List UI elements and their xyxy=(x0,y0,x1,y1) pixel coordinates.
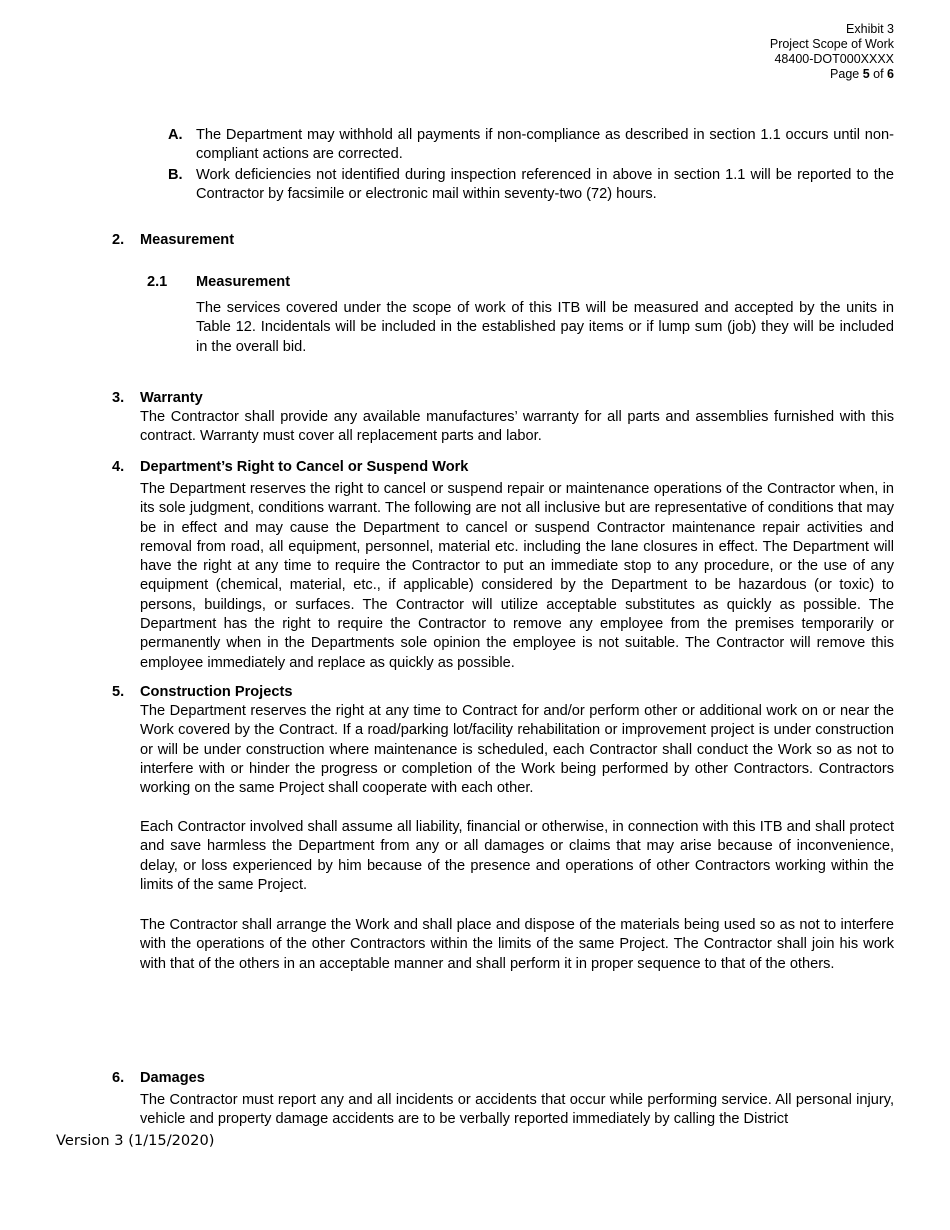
page-number xyxy=(770,67,894,82)
section-2-title: Measurement xyxy=(140,232,235,248)
section-3-text: The Contractor shall provide any available manufactures’ warranty for all parts and assemblies furnished with this contract. Warranty must cover all replacement parts and labor. xyxy=(140,409,894,445)
section-6-number: 6. xyxy=(112,1070,125,1086)
section-5-title: Construction Projects xyxy=(140,684,293,700)
subsection-2-1-title: Measurement xyxy=(196,274,291,290)
item-b-text: Work deficiencies not identified during inspection referenced in above in section 1.1 will be reported to the Contractor by facsimile or electronic mail within seventy-two (72) hours. xyxy=(196,167,894,203)
version-footer: Version 3 (1/15/2020) xyxy=(56,1132,215,1149)
exhibit-label: Exhibit 3 xyxy=(846,22,894,36)
section-5-paragraph-1: The Department reserves the right at any time to Contract for and/or perform other or additional work on or near the Work covered by the Contract. If a road/parking lot/facility rehabilitation or improvement project is under construction or will be under construction where maintenance is scheduled, each Contractor shall conduct the Work so as not to interfere with or hinder the progress or completion of the Work being performed by other Contractors. Contractors working on the same Project shall cooperate with each other. xyxy=(140,703,894,797)
document-title: Project Scope of Work xyxy=(769,37,894,51)
section-5-number: 5. xyxy=(112,684,125,700)
section-4-title: Department’s Right to Cancel or Suspend Work xyxy=(140,459,469,475)
section-3-title: Warranty xyxy=(140,390,203,406)
section-3-number: 3. xyxy=(112,390,125,406)
section-4-number: 4. xyxy=(112,459,125,475)
item-b-label: B. xyxy=(168,167,183,183)
subsection-2-1-number: 2.1 xyxy=(147,274,168,290)
section-4-text: The Department reserves the right to cancel or suspend repair or maintenance operations of the Contractor when, in its sole judgment, conditions warrant. The following are not all inclusive but are representative of conditions that may be in effect and may cause the Department to cancel or suspend Contractor maintenance repair activities and removal from road, all equipment, personnel, material etc. including the lane closures in effect. The Department will have the right at any time to require the Contractor to put an immediate stop to any procedure, or the use of any equipment (chemical, material, etc., if applicable) considered by the Department to be hazardous (or toxic) to persons, buildings, or surfaces. The Contractor will utilize acceptable substitutes as quickly as possible. The Department has the right to require the Contractor to remove any employee from the premises temporarily or permanently when in the Departments sole opinion the employee is not suitable. The Contractor will remove this employee immediately and replace as quickly as possible. xyxy=(140,481,894,671)
section-5-paragraph-3: The Contractor shall arrange the Work and shall place and dispose of the materials being used so as not to interfere with the operations of the other Contractors within the limits of the same Project. The Contractor shall join his work with that of the others in an acceptable manner and shall perform it in proper sequence to that of the others. xyxy=(140,917,894,972)
section-6-title: Damages xyxy=(140,1070,205,1086)
page-prefix: Page xyxy=(830,67,863,81)
document-number: 48400-DOT000XXXX xyxy=(774,52,894,66)
subsection-2-1-text: The services covered under the scope of work of this ITB will be measured and accepted by the units in Table 12. Incidentals will be included in the established pay items or if lump sum (job) they will be included in the overall bid. xyxy=(196,300,894,355)
page-mid: of xyxy=(869,67,888,81)
page-current: 5 xyxy=(862,67,870,81)
section-5-paragraph-2: Each Contractor involved shall assume all liability, financial or otherwise, in connection with this ITB and shall protect and save harmless the Department from any or all damages or claims that may arise because of inconvenience, delay, or loss experienced by him because of the presence and operations of other Contractors working within the limits of the same Project. xyxy=(140,819,894,893)
page-total: 6 xyxy=(887,67,894,81)
item-a-text: The Department may withhold all payments if non-compliance as described in section 1.1 occurs until non-compliant actions are corrected. xyxy=(196,127,894,163)
section-6-text: The Contractor must report any and all incidents or accidents that occur while performing service. All personal injury, vehicle and property damage accidents are to be verbally reported immediately by calling the District xyxy=(140,1092,894,1128)
section-2-number: 2. xyxy=(112,232,125,248)
page-header xyxy=(770,22,894,82)
item-a-label: A. xyxy=(168,127,183,143)
